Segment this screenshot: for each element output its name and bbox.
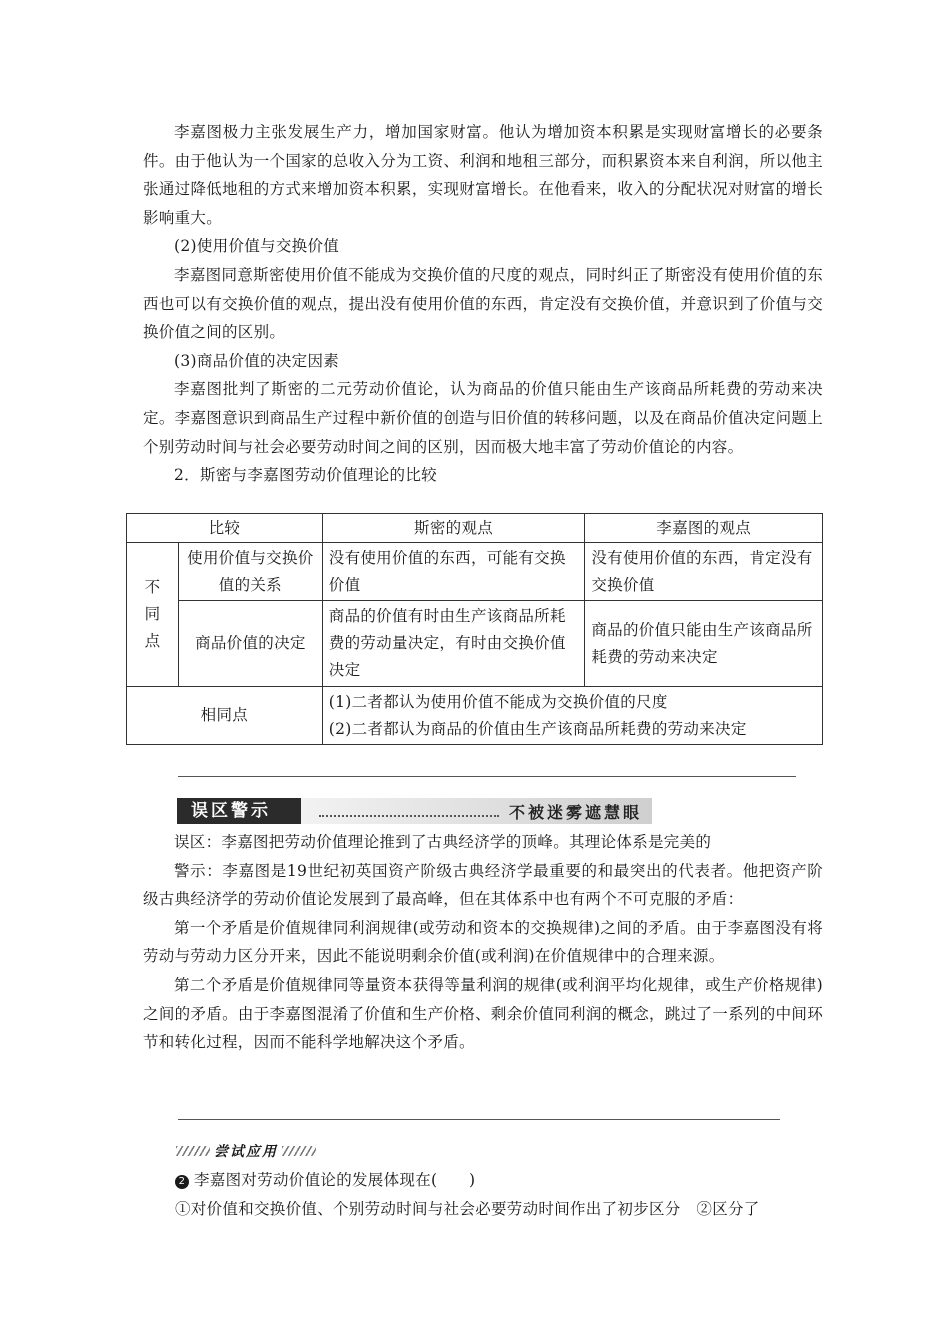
aspect-cell: 商品价值的决定	[178, 601, 322, 687]
contradiction-2: 第二个矛盾是价值规律同等量资本获得等量利润的规律(或利润平均化规律，或生产价格规律)之间的矛盾。由于李嘉图混淆了价值和生产价格、剩余价值同利润的概念，跳过了一系列的中间环节和转化过程，因而不能科学地解决这个矛盾。	[143, 975, 823, 1052]
divider-top	[178, 776, 796, 777]
table-caption: 2．斯密与李嘉图劳动价值理论的比较	[174, 466, 437, 485]
table-row	[127, 601, 823, 687]
question-text: 李嘉图对劳动价值论的发展体现在( )	[194, 1171, 476, 1189]
header-smith: 斯密的观点	[322, 514, 585, 543]
same-point-1: (1)二者都认为使用价值不能成为交换价值的尺度	[328, 692, 668, 711]
same-content	[322, 687, 822, 745]
warning-banner	[177, 798, 652, 824]
same-label: 相同点	[127, 687, 323, 745]
ricardo-cell: 没有使用价值的东西，肯定没有交换价值	[585, 543, 823, 601]
question-number-icon: 2	[175, 1175, 189, 1189]
table-row	[127, 543, 823, 601]
paragraph-wealth: 李嘉图极力主张发展生产力，增加国家财富。他认为增加资本积累是实现财富增长的必要条件。由于他认为一个国家的总收入分为工资、利润和地租三部分，而积累资本来自利润，所以他主张通过降低地租的方式来增加资本积累，实现财富增长。在他看来，收入的分配状况对财富的增长影响重大。	[143, 123, 823, 227]
practice-heading	[176, 1142, 316, 1160]
heading-use-exchange-value: (2)使用价值与交换价值	[174, 237, 340, 256]
warning-label: 误区警示	[177, 798, 301, 824]
question-line	[175, 1166, 825, 1195]
contradiction-1: 第一个矛盾是价值规律同利润规律(或劳动和资本的交换规律)之间的矛盾。由于李嘉图没有将劳动与劳动力区分开来，因此不能说明剩余价值(或利润)在价值规律中的合理来源。	[143, 918, 823, 966]
table-header-row	[127, 514, 823, 543]
notice-text: 警示：李嘉图是19世纪初英国资产阶级古典经济学最重要的和最突出的代表者。他把资产阶级古典经济学的劳动价值论发展到了最高峰，但在其体系中也有两个不可克服的矛盾：	[143, 861, 823, 909]
paragraph-use-exchange-value: 李嘉图同意斯密使用价值不能成为交换价值的尺度的观点，同时纠正了斯密没有使用价值的东西也可以有交换价值的观点，提出没有使用价值的东西，肯定没有交换价值，并意识到了价值与交换价值之间的区别。	[143, 265, 823, 342]
dotted-leader	[319, 805, 499, 817]
paragraph-value-determination: 李嘉图批判了斯密的二元劳动价值论，认为商品的价值只能由生产该商品所耗费的劳动来决定。李嘉图意识到商品生产过程中新价值的创造与旧价值的转移问题，以及在商品价值决定问题上个别劳动时间与社会必要劳动时间之间的区别，因而极大地丰富了劳动价值论的内容。	[143, 380, 823, 456]
warning-slogan: 不被迷雾遮慧眼	[508, 802, 642, 822]
warning-banner-strip	[301, 798, 652, 824]
same-point-2: (2)二者都认为商品的价值由生产该商品所耗费的劳动来决定	[328, 719, 747, 738]
header-compare: 比较	[127, 514, 323, 543]
comparison-table	[126, 513, 823, 745]
misconception-text: 误区：李嘉图把劳动价值理论推到了古典经济学的顶峰。其理论体系是完美的	[174, 833, 712, 851]
aspect-cell: 使用价值与交换价值的关系	[178, 543, 322, 601]
section-ricardo-theory	[143, 118, 823, 490]
divider-bottom	[178, 1119, 780, 1120]
smith-cell: 没有使用价值的东西，可能有交换价值	[322, 543, 585, 601]
header-ricardo: 李嘉图的观点	[585, 514, 823, 543]
section-warning	[143, 828, 823, 1057]
practice-question-block	[175, 1166, 825, 1223]
practice-title: 尝试应用	[214, 1144, 278, 1160]
table-row-same	[127, 687, 823, 745]
heading-value-determination: (3)商品价值的决定因素	[174, 351, 340, 370]
question-options: ①对价值和交换价值、个别劳动时间与社会必要劳动时间作出了初步区分 ②区分了	[175, 1199, 760, 1218]
diff-label: 不同点	[127, 543, 179, 687]
smith-cell: 商品的价值有时由生产该商品所耗费的劳动量决定，有时由交换价值决定	[322, 601, 585, 687]
slash-decoration-icon	[176, 1146, 210, 1156]
slash-decoration-icon	[282, 1146, 316, 1156]
ricardo-cell: 商品的价值只能由生产该商品所耗费的劳动来决定	[585, 601, 823, 687]
